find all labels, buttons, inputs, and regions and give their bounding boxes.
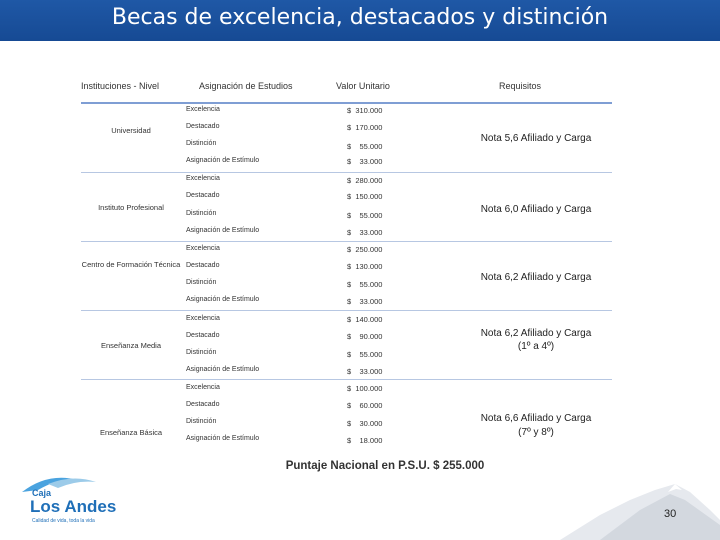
logo-brand-text: Los Andes bbox=[30, 497, 117, 516]
slide-title: Becas de excelencia, destacados y distinción bbox=[111, 5, 609, 30]
valor-cell: $ 280.000 bbox=[347, 176, 383, 185]
puntaje-nacional-note: Puntaje Nacional en P.S.U. $ 255.000 bbox=[285, 460, 485, 472]
col-requisitos: Requisitos bbox=[499, 81, 542, 91]
col-asignacion: Asignación de Estudios bbox=[199, 81, 293, 91]
valor-cell: $ 60.000 bbox=[347, 401, 383, 410]
asignacion-cell: Excelencia bbox=[186, 175, 220, 182]
logo-tagline: Calidad de vida, toda la vida bbox=[32, 518, 95, 524]
asignacion-cell: Distinción bbox=[186, 418, 217, 425]
becas-table bbox=[81, 65, 612, 448]
requisito-cell: Nota 6,6 Afiliado y Carga bbox=[480, 413, 592, 424]
valor-cell: $ 18.000 bbox=[347, 436, 383, 445]
asignacion-cell: Asignación de Estímulo bbox=[186, 366, 260, 373]
valor-cell: $ 33.000 bbox=[347, 367, 383, 376]
asignacion-cell: Destacado bbox=[186, 123, 220, 130]
asignacion-cell: Destacado bbox=[186, 262, 220, 269]
asignacion-cell: Distinción bbox=[186, 210, 217, 217]
asignacion-cell: Distinción bbox=[186, 349, 217, 356]
valor-cell: $ 250.000 bbox=[347, 245, 383, 254]
asignacion-cell: Destacado bbox=[186, 192, 220, 199]
valor-cell: $ 33.000 bbox=[347, 157, 383, 166]
asignacion-cell: Distinción bbox=[186, 140, 217, 147]
valor-cell: $ 55.000 bbox=[347, 211, 383, 220]
valor-cell: $ 90.000 bbox=[347, 332, 383, 341]
valor-cell: $ 55.000 bbox=[347, 142, 383, 151]
asignacion-cell: Asignación de Estímulo bbox=[186, 435, 260, 442]
valor-cell: $ 33.000 bbox=[347, 228, 383, 237]
institution-label: Instituto Profesional bbox=[98, 203, 164, 212]
requisito-cell: Nota 5,6 Afiliado y Carga bbox=[480, 133, 592, 144]
valor-cell: $ 55.000 bbox=[347, 280, 383, 289]
logo-caja-text: Caja bbox=[32, 488, 52, 498]
requisito-range: (7º y 8º) bbox=[518, 427, 554, 438]
valor-cell: $ 140.000 bbox=[347, 315, 383, 324]
asignacion-cell: Excelencia bbox=[186, 245, 220, 252]
valor-cell: $ 33.000 bbox=[347, 297, 383, 306]
asignacion-cell: Excelencia bbox=[186, 384, 220, 391]
requisito-range: (1º a 4º) bbox=[517, 341, 555, 352]
caja-los-andes-logo bbox=[18, 470, 138, 530]
table-header bbox=[81, 65, 612, 104]
col-instituciones: Instituciones - Nivel bbox=[81, 81, 160, 91]
asignacion-cell: Excelencia bbox=[186, 106, 220, 113]
requisito-cell: Nota 6,2 Afiliado y Carga bbox=[480, 328, 592, 339]
valor-cell: $ 30.000 bbox=[347, 419, 383, 428]
group-ensenanza-basica bbox=[81, 380, 612, 448]
valor-cell: $ 55.000 bbox=[347, 350, 383, 359]
group-universidad bbox=[81, 104, 612, 173]
institution-label: Universidad bbox=[111, 126, 151, 135]
asignacion-cell: Destacado bbox=[186, 332, 220, 339]
institution-label: Enseñanza Básica bbox=[99, 428, 163, 437]
requisito-cell: Nota 6,2 Afiliado y Carga bbox=[480, 272, 592, 283]
institution-label: Enseñanza Media bbox=[100, 341, 162, 350]
valor-cell: $ 150.000 bbox=[347, 192, 383, 201]
asignacion-cell: Asignación de Estímulo bbox=[186, 227, 260, 234]
mountain-decoration-icon bbox=[560, 470, 720, 540]
group-centro-formacion-tecnica bbox=[81, 242, 612, 311]
asignacion-cell: Destacado bbox=[186, 401, 220, 408]
col-valor: Valor Unitario bbox=[336, 81, 390, 91]
valor-cell: $ 100.000 bbox=[347, 384, 383, 393]
page-number: 30 bbox=[664, 508, 677, 520]
valor-cell: $ 170.000 bbox=[347, 123, 383, 132]
asignacion-cell: Excelencia bbox=[186, 315, 220, 322]
requisito-cell: Nota 6,0 Afiliado y Carga bbox=[480, 204, 592, 215]
asignacion-cell: Asignación de Estímulo bbox=[186, 296, 260, 303]
institution-label: Centro de Formación Técnica bbox=[81, 260, 181, 269]
group-ensenanza-media bbox=[81, 311, 612, 380]
asignacion-cell: Distinción bbox=[186, 279, 217, 286]
group-instituto-profesional bbox=[81, 173, 612, 242]
valor-cell: $ 130.000 bbox=[347, 262, 383, 271]
asignacion-cell: Asignación de Estímulo bbox=[186, 157, 260, 164]
valor-cell: $ 310.000 bbox=[347, 106, 383, 115]
